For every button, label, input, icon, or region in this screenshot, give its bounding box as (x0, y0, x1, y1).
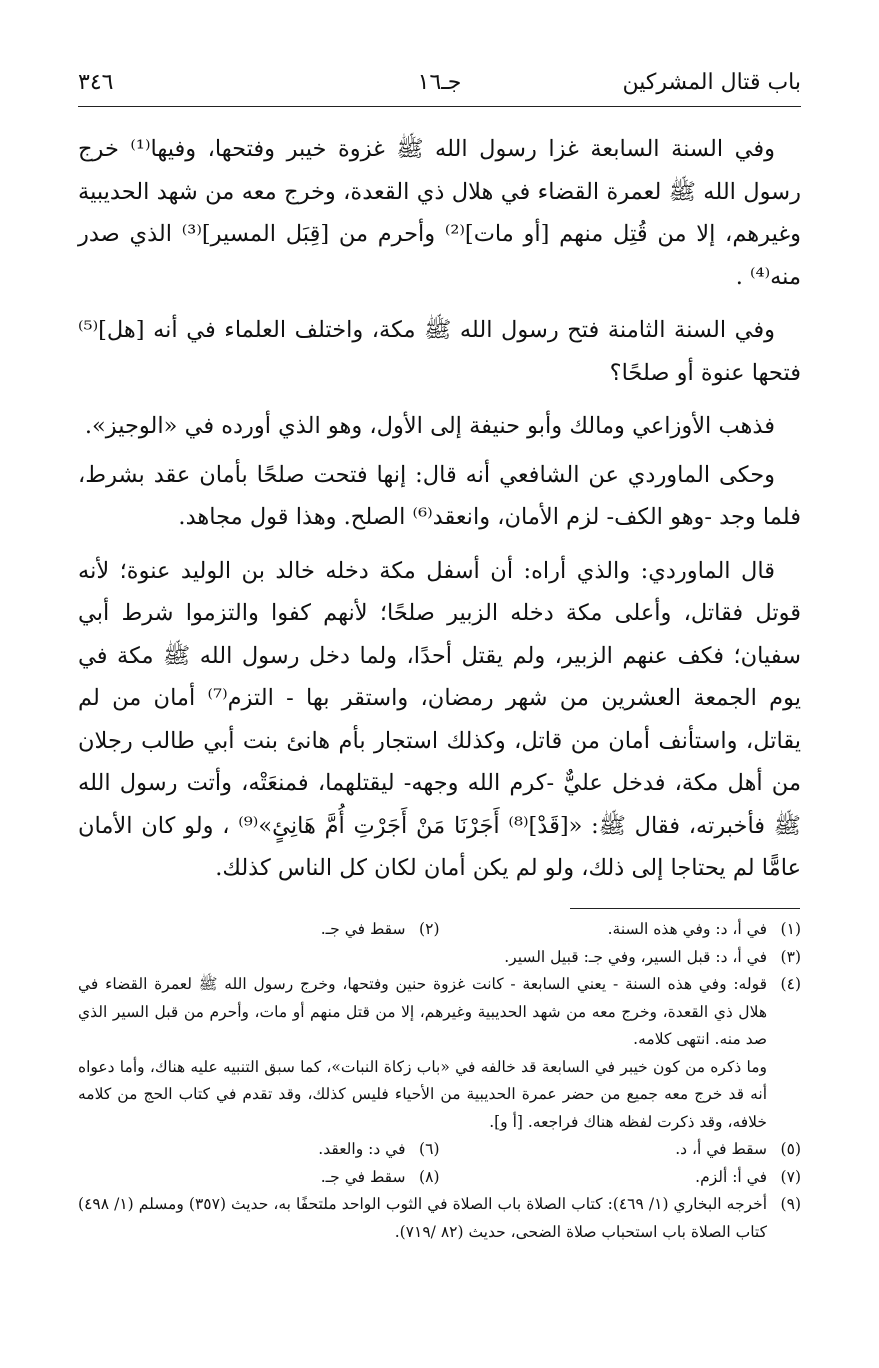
page-number: ٣٤٦ (78, 69, 114, 95)
footnote-text: في د: والعقد. (318, 1140, 406, 1158)
footnote-text: في أ: ألزم. (695, 1167, 767, 1186)
footnote-1 (440, 916, 802, 944)
volume-number: جـ١٦ (417, 69, 462, 95)
footnote-8 (78, 1164, 440, 1192)
chapter-title: باب قتال المشركين (622, 69, 801, 95)
footnote-text: قوله: وفي هذه السنة - يعني السابعة - كانت غزوة حنين وفتحها، وخرج رسول الله ﷺ لعمرة القضاء في هلال ذي القعدة، وخرج معه من شهد الحديبية وغيرهم، إلا من قتل منهم أو مات، وأحرم من قبل السير الذي صد منه. انتهى كلامه. (78, 975, 767, 1048)
footnote-row (78, 971, 801, 1054)
footnote-divider (570, 908, 800, 909)
header-divider (78, 106, 801, 107)
footnote-number: (٦) (419, 1140, 440, 1158)
footnote-row (78, 944, 801, 972)
footnote-text: سقط في جـ. (320, 920, 406, 938)
footnote-number: (٧) (780, 1167, 801, 1186)
footnote-number: (٨) (419, 1167, 440, 1186)
footnote-row (78, 1136, 801, 1164)
footnote-2 (78, 916, 440, 944)
paragraph-awzai-opinion: فذهب الأوزاعي ومالك وأبو حنيفة إلى الأول، وهو الذي أورده في «الوجيز». (84, 413, 775, 439)
footnote-text: سقط في أ، د. (675, 1140, 767, 1158)
footnotes (78, 916, 801, 1246)
footnote-row (78, 1191, 801, 1246)
footnote-number: (١) (780, 920, 801, 938)
footnote-text: في أ، د: وفي هذه السنة. (607, 920, 767, 938)
footnote-number: (٣) (780, 947, 801, 966)
footnote-row (78, 916, 801, 944)
footnote-text: أخرجه البخاري (١/ ٤٦٩): كتاب الصلاة باب الصلاة في الثوب الواحد ملتحفًا به، حديث (٣٥٧) ومسلم (١/ ٤٩٨) كتاب الصلاة باب استحباب صلاة الضحى، حديث (٨٢ /٧١٩). (78, 1195, 768, 1241)
paragraph-seventh-year: وفي السنة السابعة غزا رسول الله ﷺ غزوة خيبر وفتحها، وفيها⁽¹⁾ خرج رسول الله ﷺ لعمرة القضاء في هلال ذي القعدة، وخرج معه من شهد الحديبية وغيرهم، إلا من قُتِل منهم [أو مات]⁽²⁾ وأحرم من [قِبَل المسير]⁽³⁾ الذي صدر منه⁽⁴⁾ . (78, 136, 801, 290)
footnote-text: سقط في جـ. (320, 1167, 406, 1186)
footnote-number: (٥) (780, 1140, 801, 1158)
paragraph-mawardi-view: قال الماوردي: والذي أراه: أن أسفل مكة دخله خالد بن الوليد عنوة؛ لأنه قوتل فقاتل، وأعلى مكة دخله الزبير صلحًا؛ لأنهم كفوا والتزموا شرط أبي سفيان؛ فكف عنهم الزبير، ولم يقتل أحدًا، ولما دخل رسول الله ﷺ مكة في يوم الجمعة العشرين من شهر رمضان، واستقر بها - التزم⁽⁷⁾ أمان من لم يقاتل، واستأنف أمان من قاتل، وكذلك استجار بأم هانئ بنت أبي طالب رجلان من أهل مكة، فدخل عليٌّ -كرم الله وجهه- ليقتلهما، فمنعَتْه، وأتت رسول الله ﷺ فأخبرته، فقال ﷺ: «[قَدْ]⁽⁸⁾ أَجَرْنَا مَنْ أَجَرْتِ أُمَّ هَانِئٍ»⁽⁹⁾ ، ولو كان الأمان عامًّا لم يحتاجا إلى ذلك، ولو لم يكن أمان لكان كل الناس كذلك. (78, 557, 801, 881)
footnote-row (78, 1164, 801, 1192)
main-text (78, 128, 801, 901)
footnote-3 (78, 944, 801, 972)
footnote-5 (440, 1136, 802, 1164)
footnote-number: (٢) (419, 920, 440, 938)
footnote-number: (٤) (780, 975, 801, 993)
footnote-7 (440, 1164, 802, 1192)
footnote-9 (78, 1191, 801, 1246)
running-header (78, 62, 801, 102)
paragraph-eighth-year: وفي السنة الثامنة فتح رسول الله ﷺ مكة، واختلف العلماء في أنه [هل]⁽⁵⁾ فتحها عنوة أو صلحًا؟ (78, 317, 801, 386)
footnote-4 (78, 971, 801, 1054)
paragraph-mawardi-shafii: وحكى الماوردي عن الشافعي أنه قال: إنها فتحت صلحًا بأمان عقد بشرط، فلما وجد -وهو الكف- لزم الأمان، وانعقد⁽⁶⁾ الصلح. وهذا قول مجاهد. (78, 461, 801, 530)
footnote-text: في أ، د: قبل السير، وفي جـ: قبيل السير. (504, 947, 767, 966)
footnote-6 (78, 1136, 440, 1164)
footnote-4-continuation: وما ذكره من كون خيبر في السابعة قد خالفه في «باب زكاة النبات»، كما سبق التنبيه عليه هناك، وأما دعواه أنه قد خرج معه جميع من حضر عمرة الحديبية من الأحياء فليس كذلك، وقد تقدم في كتاب الحج من كلامه خلافه، وقد ذكرت لفظه هناك فراجعه. [أ و]. (78, 1057, 767, 1131)
footnote-number: (٩) (780, 1195, 801, 1213)
